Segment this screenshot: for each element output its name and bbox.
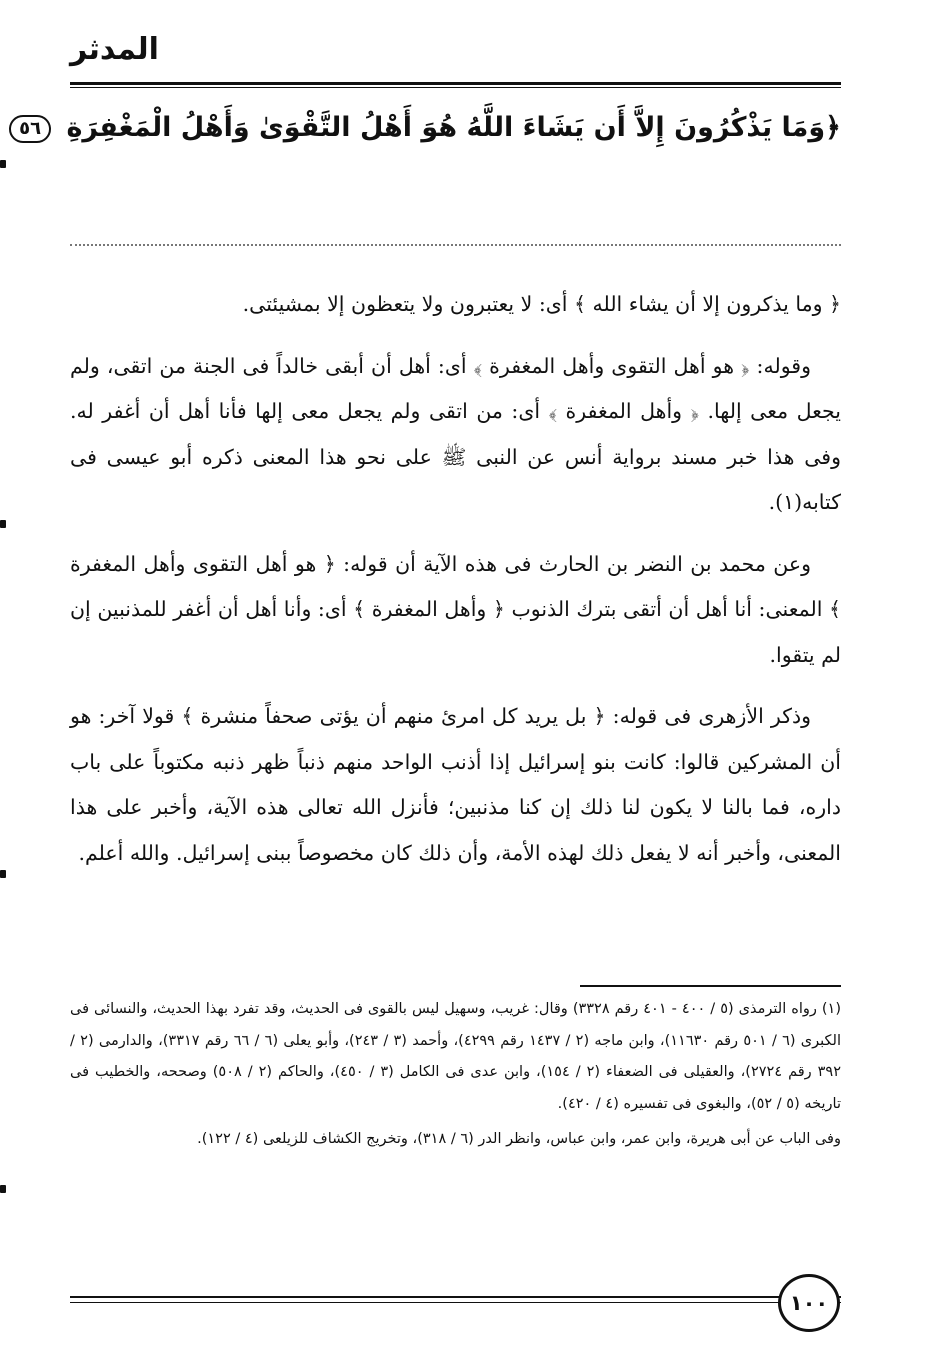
running-header [70,30,190,78]
surah-name: المدثر [70,32,159,67]
header-rule-thin [70,87,841,88]
scan-mark [0,1185,6,1193]
verse-number-marker: ٥٦ [9,115,51,143]
paragraph-2: وقوله: ﴿ هو أهل التقوى وأهل المغفرة ﴾ أى: أهل أن أبقى خالداً فى الجنة من اتقى، ولم يجعل معى إلها. ﴿ وأهل المغفرة ﴾ أى: من اتقى ولم يجعل معى إلها فأنا أهل أن أغفر له. وفى هذا خبر مسند برواية أنس عن النبى ﷺ على نحو هذا المعنى ذكره أبو عيسى فى كتابه(١). [70,353,841,514]
paragraph-1: ﴿ وما يذكرون إلا أن يشاء الله ﴾ أى: لا يعتبرون ولا يتعظون إلا بمشيئتى. [242,292,841,316]
verse-text: ﴿وَمَا يَذْكُرُونَ إِلاَّ أَن يَشَاءَ اللَّهُ هُوَ أَهْلُ التَّقْوَىٰ وَأَهْلُ الْمَغْفِرَةِ [66,112,841,143]
page-number: ١٠٠ [778,1274,840,1332]
paragraph-4: وذكر الأزهرى فى قوله: ﴿ بل يريد كل امرئ منهم أن يؤتى صحفاً منشرة ﴾ قولا آخر: هو أن المشركين قالوا: كانت بنو إسرائيل إذا أذنب الواحد منهم ذنباً ظهر ذنبه مكتوباً على باب داره، فما بالنا لا يكون لنا ذلك إن كنا مذنبين؛ فأنزل الله تعالى هذه الآية، وأخبر على هذا المعنى، وأخبر أنه لا يفعل ذلك لهذه الأمة، وأن ذلك كان مخصوصاً ببنى إسرائيل. والله أعلم. [70,704,841,865]
footnote-separator [580,985,841,987]
footer-rule-thin [70,1302,841,1303]
quran-verse [19,100,841,160]
header-rule [70,82,841,85]
scan-mark [0,870,6,878]
footnote-1: (١) رواه الترمذى (٥ / ٤٠٠ - ٤٠١ رقم ٣٣٢٨) وقال: غريب، وسهيل ليس بالقوى فى الحديث، وقد تفرد بهذا الحديث، والنسائى فى الكبرى (٦ / ٥٠١ رقم ١١٦٣٠)، وابن ماجه (٢ / ١٤٣٧ رقم ٤٢٩٩)، وأحمد (٣ / ٢٤٣)، وأبو يعلى (٦ / ٦٦ رقم ٣٣١٧)، والدارمى (٢ / ٣٩٢ رقم ٢٧٢٤)، والعقيلى فى الضعفاء (٢ / ١٥٤)، وابن عدى فى الكامل (٣ / ٤٥٠)، والحاكم (٢ / ٥٠٨) وصححه، والخطيب فى تاريخه (٥ / ٥٢)، والبغوى فى تفسيره (٤ / ٤٢٠). [70,1001,842,1112]
scan-mark [0,520,6,528]
footnotes [70,994,841,1160]
scan-mark [0,160,6,168]
section-divider [70,244,841,246]
footnote-2: وفى الباب عن أبى هريرة، وابن عمر، وابن عباس، وانظر الدر (٦ / ٣١٨)، وتخريج الكشاف للزيلعى (٤ / ١٢٢). [197,1131,841,1147]
footer-rule [70,1296,841,1298]
paragraph-3: وعن محمد بن النضر بن الحارث فى هذه الآية أن قوله: ﴿ هو أهل التقوى وأهل المغفرة ﴾ المعنى: أنا أهل أن أتقى بترك الذنوب ﴿ وأهل المغفرة ﴾ أى: وأنا أهل أن أغفر للمذنبين إن لم يتقوا. [70,551,841,667]
commentary-body [70,282,841,892]
